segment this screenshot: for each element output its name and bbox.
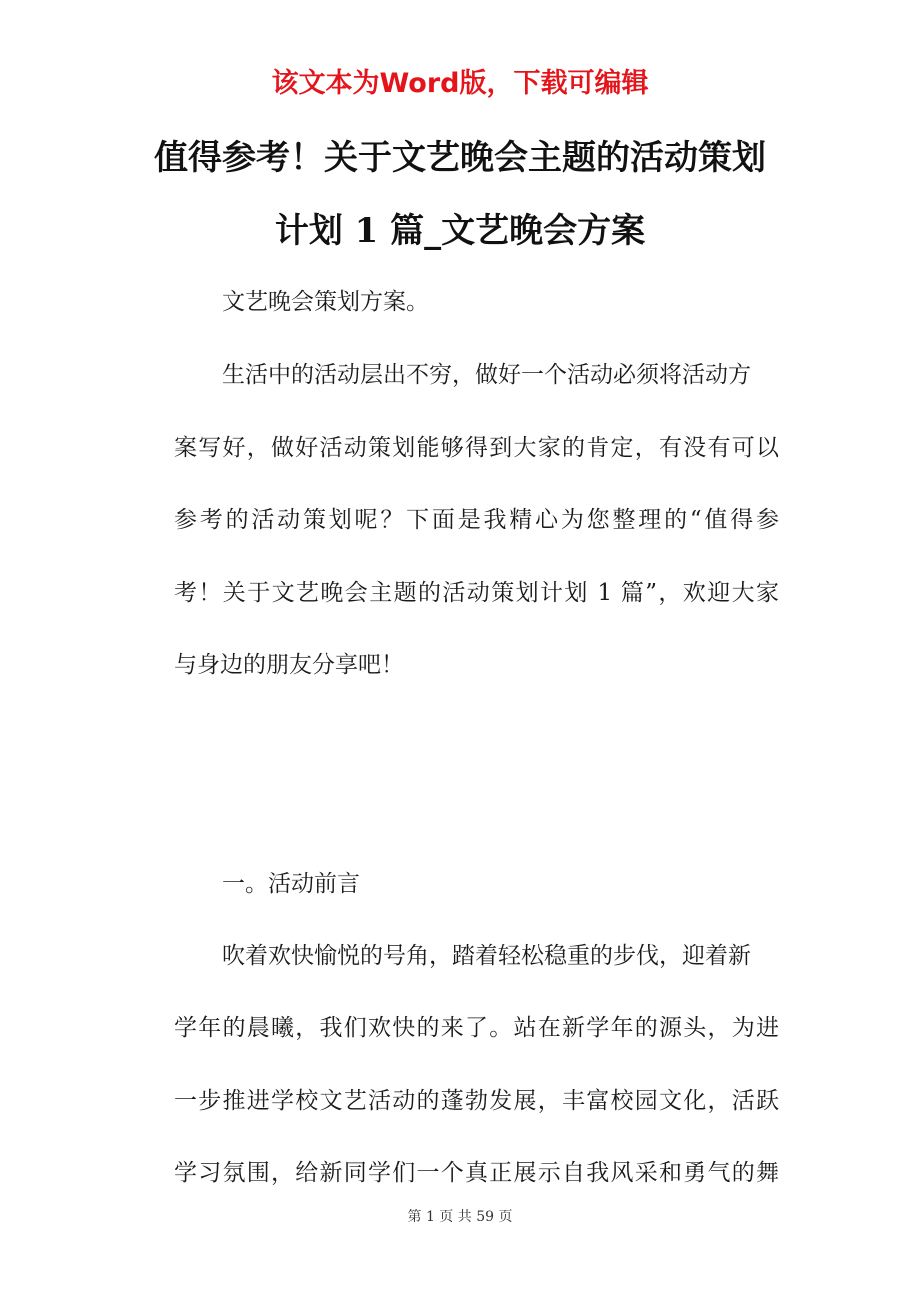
paragraph-line: 一步推进学校文艺活动的蓬勃发展，丰富校园文化，活跃 [174, 1088, 779, 1114]
page-number-footer: 第 1 页 共 59 页 [407, 1209, 513, 1225]
document-title-line-2: 计划 1 篇_文艺晚会方案 [274, 211, 646, 251]
paragraph-line: 学年的晨曦，我们欢快的来了。站在新学年的源头，为进 [174, 1015, 779, 1041]
word-version-banner: 该文本为Word版，下载可编辑 [271, 68, 649, 99]
paragraph-line: 吹着欢快愉悦的号角，踏着轻松稳重的步伐，迎着新 [222, 943, 751, 969]
paragraph-line: 案写好，做好活动策划能够得到大家的肯定，有没有可以 [174, 435, 779, 461]
paragraph-line: 参考的活动策划呢？下面是我精心为您整理的“值得参 [174, 507, 779, 533]
document-title-line-1: 值得参考！关于文艺晚会主题的活动策划 [154, 138, 766, 178]
paragraph-line: 考！关于文艺晚会主题的活动策划计划 1 篇”，欢迎大家 [174, 580, 779, 606]
paragraph-intro-line: 文艺晚会策划方案。 [222, 289, 429, 315]
section-heading: 一。活动前言 [222, 871, 360, 897]
paragraph-line: 生活中的活动层出不穷，做好一个活动必须将活动方 [222, 362, 751, 388]
paragraph-line: 与身边的朋友分享吧！ [174, 652, 404, 678]
paragraph-line: 学习氛围，给新同学们一个真正展示自我风采和勇气的舞 [174, 1160, 779, 1186]
